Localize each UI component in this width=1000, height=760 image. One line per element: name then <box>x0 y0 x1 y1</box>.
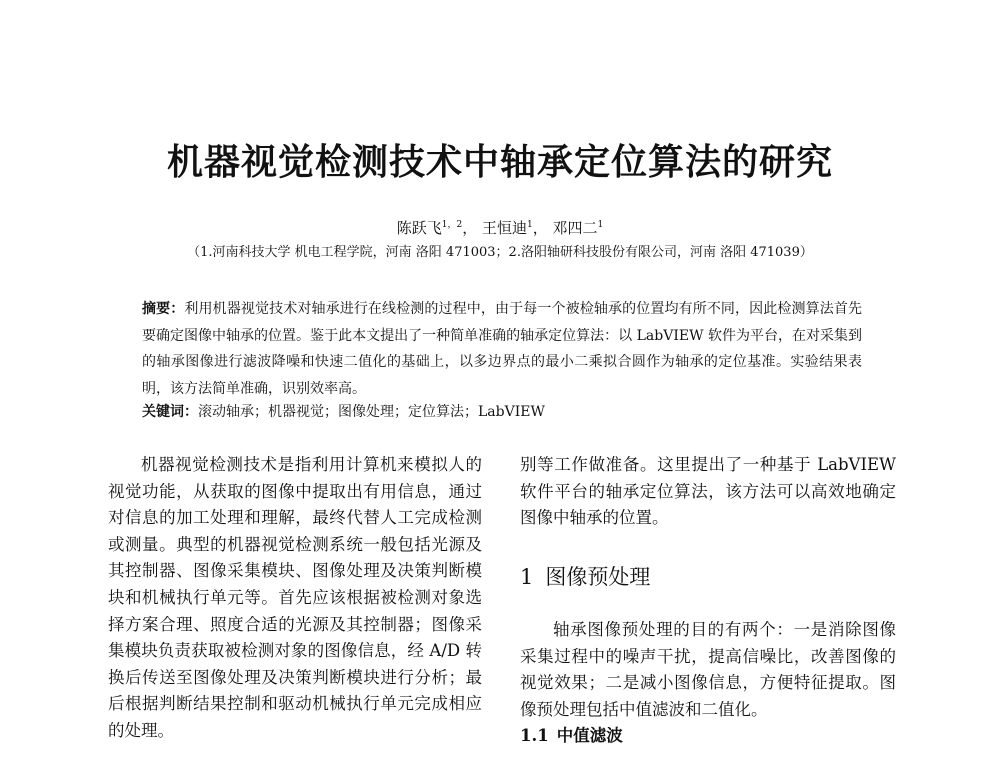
author-affiliation-mark: 1 <box>597 220 604 230</box>
abstract-text: 利用机器视觉技术对轴承进行在线检测的过程中，由于每一个被检轴承的位置均有所不同，因此检测算法首先要确定图像中轴承的位置。鉴于此本文提出了一种简单准确的轴承定位算法：以 LabVIEW 软件为平台，在对采集到的轴承图像进行滤波降噪和快速二值化的基础上，以多边界点的最小二乘拟合圆作为轴承的定位基准。实验结果表明，该方法简单准确，识别效率高。 <box>142 301 863 397</box>
intro-continuation-paragraph: 别等工作做准备。这里提出了一种基于 LabVIEW 软件平台的轴承定位算法，该方法可以高效地确定图像中轴承的位置。 <box>520 455 896 528</box>
author-list <box>0 214 1000 239</box>
keywords-label: 关键词： <box>142 404 198 420</box>
preprocessing-paragraph: 轴承图像预处理的目的有两个：一是消除图像采集过程中的噪声干扰，提高信噪比，改善图像的视觉效果；二是减小图像信息，方便特征提取。图像预处理包括中值滤波和二值化。 <box>520 620 896 719</box>
author-affiliation-mark: 1 <box>527 220 533 230</box>
keywords <box>142 400 862 424</box>
section-number: 1 <box>520 565 534 589</box>
subsection-number: 1.1 <box>520 726 549 745</box>
right-column <box>520 452 896 532</box>
intro-paragraph: 机器视觉检测技术是指利用计算机来模拟人的视觉功能，从获取的图像中提取出有用信息，通过对信息的加工处理和理解，最终代替人工完成检测或测量。典型的机器视觉检测系统一般包括光源及其控制器、图像采集模块、图像处理及决策判断模块和机械执行单元等。首先应该根据被检测对象选择方案合理、照度合适的光源及其控制器；图像采集模块负责获取被检测对象的图像信息，经 A/D 转换后传送至图像处理及决策判断模块进行分析；最后根据判断结果控制和驱动机械执行单元完成相应的处理。 <box>108 455 482 740</box>
section-title: 图像预处理 <box>545 565 651 589</box>
paper-title: 机器视觉检测技术中轴承定位算法的研究 <box>166 141 833 183</box>
subsection-heading <box>520 723 896 749</box>
affiliation: （1.河南科技大学 机电工程学院，河南 洛阳 471003；2.洛阳轴研科技股份有限公司，河南 洛阳 471039） <box>187 245 813 260</box>
left-column <box>108 452 482 745</box>
author-affiliation-mark: 1，2 <box>441 220 463 230</box>
author-name: 陈跃飞 <box>396 219 442 237</box>
abstract <box>142 296 862 402</box>
abstract-label: 摘要： <box>142 301 185 317</box>
section-heading <box>520 562 896 592</box>
author-separator: ， <box>532 219 548 237</box>
author-name: 邓四二 <box>552 219 598 237</box>
author-separator: ， <box>462 219 478 237</box>
author-name: 王恒迪 <box>481 219 527 237</box>
subsection-title: 中值滤波 <box>556 726 623 745</box>
keywords-text: 滚动轴承；机器视觉；图像处理；定位算法；LabVIEW <box>198 404 545 420</box>
